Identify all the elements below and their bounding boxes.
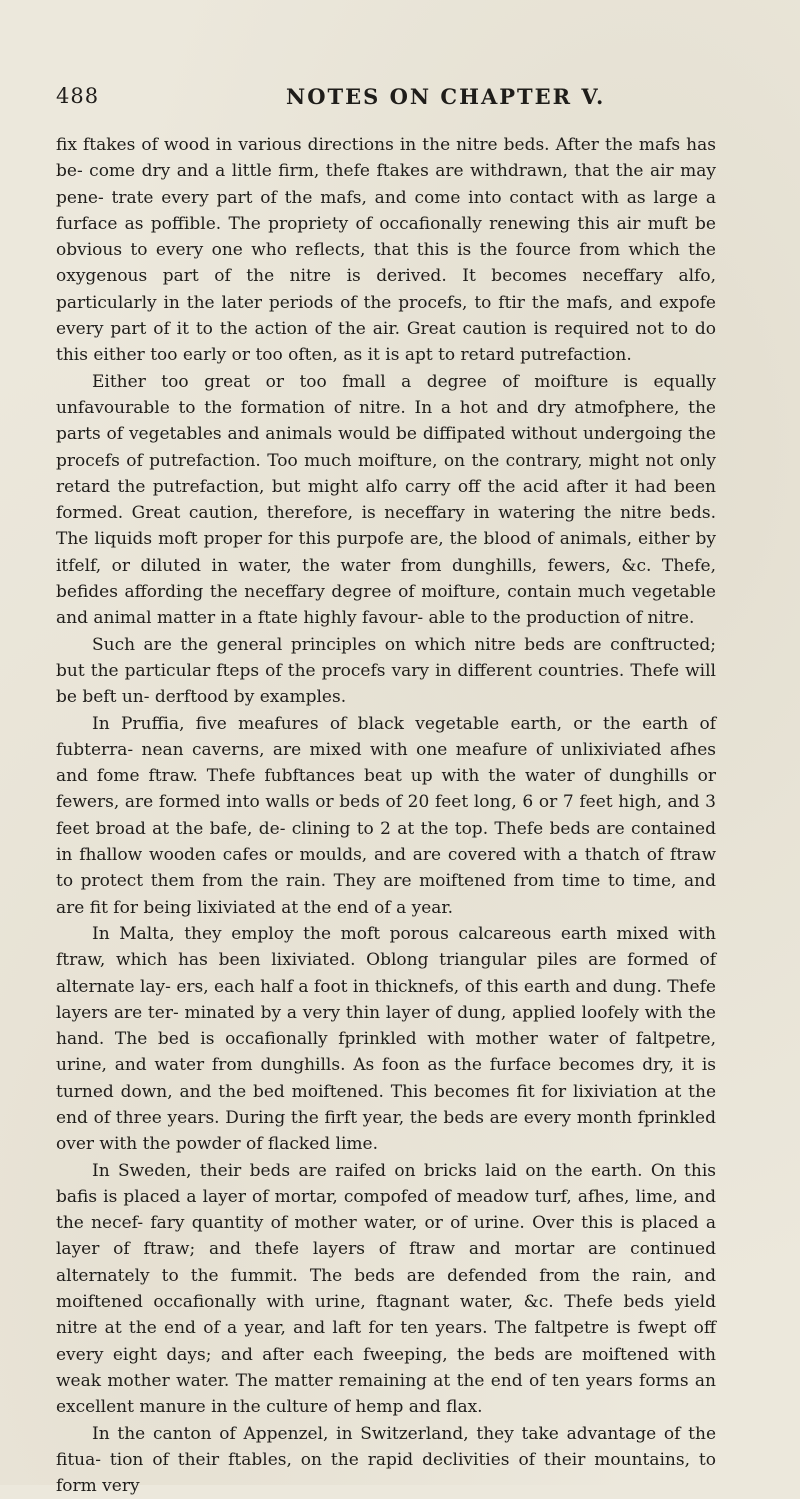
paragraph: Such are the general principles on which nitre beds are conftructed; but the particular fteps of the procefs vary in different countries. Thefe will be beft un- derftood by examples. <box>56 634 716 708</box>
page-number: 488 <box>56 84 100 108</box>
paragraph: In Sweden, their beds are raifed on bricks laid on the earth. On this bafis is placed a layer of mortar, compofed of meadow turf, afhes, lime, and the necef- fary quantity of mother water, or of urine. Over this is placed a layer of ftraw; and thefe layers of ftraw and mortar are continued alternately to the fummit. The beds are defended from the rain, and moiftened occafionally with urine, ftagnant water, &c. Thefe beds yield nitre at the end of a year, and laft for ten years. The faltpetre is fwept off every eight days; and after each fweeping, the beds are moiftened with weak mother water. The matter remaining at the end of ten years forms an excellent manure in the culture of hemp and flax. <box>56 1160 716 1418</box>
paragraph: Either too great or too fmall a degree of moifture is equally unfavourable to the formation of nitre. In a hot and dry atmofphere, the parts of vegetables and animals would be diffipated without undergoing the procefs of putrefaction. Too much moifture, on the contrary, might not only retard the putrefaction, but might alfo carry off the acid after it had been formed. Great caution, therefore, is neceffary in watering the nitre beds. The liquids moft proper for this purpofe are, the blood of animals, either by itfelf, or diluted in water, the water from dunghills, fewers, &c. Thefe, befides affording the neceffary degree of moifture, contain much vegetable and animal matter in a ftate highly favour- able to the production of nitre. <box>56 371 716 629</box>
paragraph: In Malta, they employ the moft porous calcareous earth mixed with ftraw, which has been lixiviated. Oblong triangular piles are formed of alternate lay- ers, each half a foot in thicknefs, of this earth and dung. Thefe layers are ter- minated by a very thin layer of dung, applied loofely with the hand. The bed is occafionally fprinkled with mother water of faltpetre, urine, and water from dunghills. As foon as the furface becomes dry, it is turned down, and the bed moiftened. This becomes fit for lixiviation at the end of three years. During the firft year, the beds are every month fprinkled over with the powder of flacked lime. <box>56 923 716 1155</box>
page-header <box>56 84 736 118</box>
running-title: NOTES ON CHAPTER V. <box>286 84 606 109</box>
body-text <box>56 132 716 1499</box>
paragraph: fix ftakes of wood in various directions in the nitre beds. After the mafs has be- come dry and a little firm, thefe ftakes are withdrawn, that the air may pene- trate every part of the mafs, and come into contact with as large a furface as poffible. The propriety of occafionally renewing this air muft be obvious to every one who reflects, that this is the fource from which the oxygenous part of the nitre is derived. It becomes neceffary alfo, particularly in the later periods of the procefs, to ftir the mafs, and expofe every part of it to the action of the air. Great caution is required not to do this either too early or too often, as it is apt to retard putrefaction. <box>56 135 716 366</box>
paragraph: In the canton of Appenzel, in Switzerland, they take advantage of the fitua- tion of their ftables, on the rapid declivities of their mountains, to form very <box>56 1423 716 1497</box>
paragraph: In Pruffia, five meafures of black vegetable earth, or the earth of fubterra- nean caverns, are mixed with one meafure of unlixiviated afhes and fome ftraw. Thefe fubftances beat up with the water of dunghills or fewers, are formed into walls or beds of 20 feet long, 6 or 7 feet high, and 3 feet broad at the bafe, de- clining to 2 at the top. Thefe beds are contained in fhallow wooden cafes or moulds, and are covered with a thatch of ftraw to protect them from the rain. They are moiftened from time to time, and are fit for being lixiviated at the end of a year. <box>56 713 716 918</box>
